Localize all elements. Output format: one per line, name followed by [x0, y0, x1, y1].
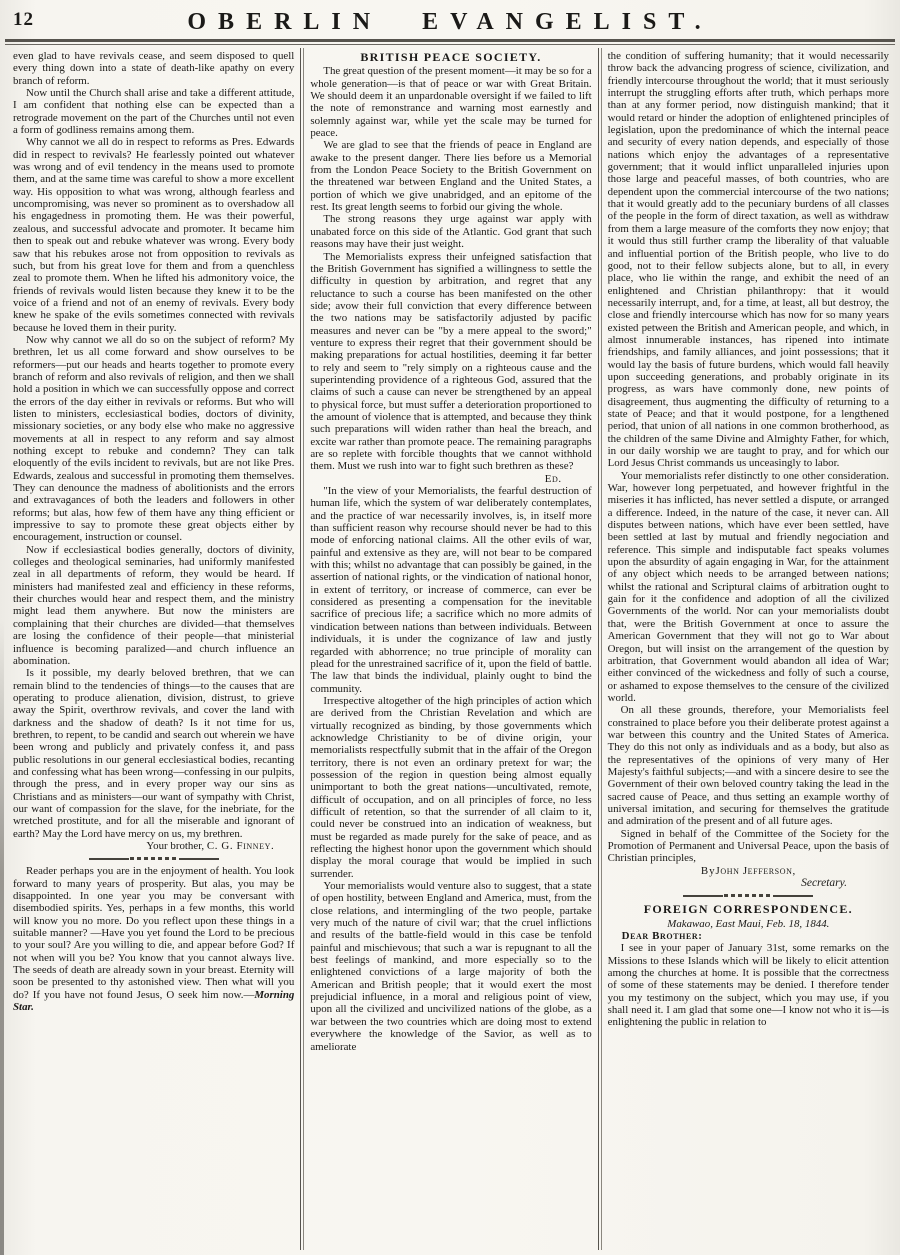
column-center [304, 48, 597, 1250]
paragraph [13, 865, 294, 1013]
article-heading: FOREIGN CORRESPONDENCE. [643, 902, 853, 917]
page-number: 12 [13, 9, 34, 30]
signature-intro: Your brother, [146, 840, 207, 852]
paragraph: Your memorialists refer distinctly to one other consideration. War, however long perpetuated, and however frightful in the miseries it has inflicted, has never settled a dispute, or arranged a difference. Indeed, in the nature of the case, it never can. All disputes between nations, which have ever been settled, have been settled at last by mutual and friendly negociation and reference. This simple and indisputable fact speaks volumes upon the absurdity of again engaging in War, for the attainment of any object which needs to be arranged between nations; whilst the rational and Scriptural claims of arbitration ought to gain for it the confidence and adoption of all the civilized Governments of the world. Nor can your memorialists doubt that, were the British Government at once to assure the American Government that they will not go to War about Oregon, but will insist on the arrangement of the question by arbitration, that Government would abandon all idea of War; either convinced of the wickedness and folly of such a course, or ashamed to expose themselves to the censure of the civilized world. [607, 469, 889, 704]
editor-initials: Ed. [544, 472, 562, 485]
divider-bar [89, 858, 129, 860]
divider-bar [683, 895, 723, 897]
paragraph: even glad to have revivals cease, and seem disposed to quell every thing down into a state of death-like apathy on every branch of reform. [13, 50, 295, 87]
salutation: Dear Brother: [621, 930, 703, 943]
divider-wave [130, 857, 178, 860]
paragraph: Now why cannot we all do so on the subject of reform? My brethren, let us all come forward and show ourselves to be reformers—put our heads and hearts together to promote every branch of reform and also revivals of religion, and then we shall hold a position in which we can successfully oppose and correct the errors of the day either in revivals or reforms. But who will listen to ministers, ecclesiastical bodies, doctors of divinity, missionary societies, or any body else who make no aggressive movements at all in respect to any reform and say almost nothing except to rebuke and condemn? They can talk eloquently of the evils incident to revivals, but are not like Pres. Edwards, zealous and successful in promoting them themselves. They can denounce the madness of abolitionists and the errors and extravagances of both the leaders and followers in other reforms; but alas, how few of them have any thing efficient or impressive to say to promote these great objects either by encouragement, instruction or counsel. [13, 333, 295, 544]
section-divider [608, 889, 889, 902]
divider-bar [773, 895, 813, 897]
signed-by-line [608, 865, 889, 877]
dateline: Makawao, East Maui, Feb. 18, 1844. [667, 917, 830, 930]
paragraph: Now if ecclesiastical bodies generally, doctors of divinity, colleges and theological seminaries, had uniformly manifested zeal in all departments of reform, they would be heard. If ministers had manifested zeal and efficiency in these reforms, their churches would hear and respect them, and the ministry might lead them anywhere. But now the ministers are complaining that their churches are divided—that themselves are losing the confidence of their people—that ministerial influence is becoming paralized—and church influence an abomination. [13, 543, 295, 667]
paragraph: The strong reasons they urge against war apply with unabated force on this side of the Atlantic. God grant that such reasons may have their just weight. [310, 213, 592, 251]
signature-line [13, 840, 294, 852]
column-left [7, 48, 300, 1250]
column-right [602, 48, 895, 1250]
paragraph: the condition of suffering humanity; that it would necessarily throw back the advancing progress of science, civilization, and friendly intercourse throughout the world; that it must seriously interrupt the struggling efforts after truth, which perhaps more than at any former period, now distinguish mankind; that it would retard or hinder the adoption of enlightened principles of legislation, upon the predominance of which the internal peace and security of every nation depends, and especially of those nations which enjoy the advantages of a representative government; that it would inflict unparalleled injuries upon those large and peaceful masses, of both countries, who are dependent upon the commercial intercourse of the two nations; that it would greatly add to the pecuniary burdens of all classes of the people in the form of direct taxation, as well as withdraw from them a large measure of the comforts they now enjoy; that it would thus still further cramp the liberality of that valuable and influential portion of the British people, who live to do good, not to their fellow subjects alone, but to all, in every place, who lie within the range, and exhibit the need of an enlightened and Christian philanthropy: that it would necessarily interrupt, and, for a time, at least, all but destroy, the close and friendly intercourse which has now for so many years existed petween the British and American people, and which, in almost innumerable instances, has ripened into intimate friendships, and family alliances, and joint possessions; that it would lay the basis of future burdens, which would fall heavily upon succeeding generations, and probably originate in its progress, as wars have commonly done, new points of disagreement, thus augmenting the difficulty of returning to a state of Peace; and that it would postpone, for a lengthened period, that union of all nations in one common brotherhood, as the children of the same Divine and Almighty Father, for which, in our daily worship we are taught to pray, and for which our Lord Jesus Christ commands us unceasingly to labor. [607, 50, 889, 470]
paragraph: The great question of the present moment—it may be so for a whole generation—is that of peace or war with Great Britain. We should deem it an unpardonable oversight if we failed to lift the note of remonstrance and warning most earnestly and solemnly against war, while yet the scale may be turned for peace. [310, 65, 592, 140]
paragraph: The Memorialists express their unfeigned satisfaction that the British Government has signified a willingness to settle the difficulty in question by arbitration, and regret that any reluctance to such a course has been manifested on the other side; avow their full conviction that every difference between the two nations may be satisfactorily adjusted by pacific measures and never can be "by a mere appeal to the sword;" venture to express their regret that their government should be making preparations for actual hostilities, deeming it far better to rely and seem to "rely simply on a righteous cause and the superintending providence of a righteous God, assured that the claims of such a cause can never be strengthened by an appeal to physical force, but must suffer a deterioration proportioned to the amount of violence that is attempted, and because they think such preparations will widen rather than heal the breach, and excite war rather than promote peace. The remaining paragraphs are so replete with forcible thoughts that we cannot withhold them. Must we rush into war to fight such brethren as these? [310, 250, 592, 473]
reader-exhortation: Reader perhaps you are in the enjoyment of health. You look forward to many years of prosperity. But alas, you may be disappointed. In one year you may be conversant with disembodied spirits. Yes, perhaps in a few months, this world will know you no more. Do you reflect upon these things in a suitable manner? —Have you yet found the Lord to be precious to your soul? Are you willing to die, and appear before God? If not when will you be? You know that you cannot always live. The seeds of death are already sown in your breast. Eternity will soon be presented to thy astonished view. Then what will you do? If you have not found Jesus, O seek him now.— [13, 865, 295, 1001]
paragraph: Now until the Church shall arise and take a different attitude, I am confident that nothing else can be expected than a retrograde movement on the part of the Churches until not even a form of godliness remains among them. [13, 87, 295, 137]
signature-name: C. G. Finney. [206, 840, 275, 852]
paragraph: Why cannot we all do in respect to reforms as Pres. Edwards did in respect to revivals? He fearlessly pointed out whatever was wrong and of evil tendency in the means used to promote them, and at the same time was careful to show a more excellent way. His opposition to what was wrong, although fearless and uncompromising, was never so prominent as to overshadow all his engagedness in promoting them. He was their powerful, zealous, and successful advocate and promoter. It became him then to speak out and rebuke whatever was wrong. Every body saw that his rebukes arose not from opposition to revivals as such, but from his great love for them and from a quenchless zeal to promote them. When he lifted his admonitory voice, the friends of revivals would listen because they knew it to be the voice of a friend and not of an enemy of revivals. Every body knew he spake of the evils sometimes connected with revivals because he loved them in their purity. [13, 136, 295, 334]
paragraph: I see in your paper of January 31st, some remarks on the Missions to these Islands which will be likely to elicit attention among the churches at home. It is possible that the correctness of some of these statements may be denied. I therefore tender you my testimony on the subject, which you may use, if you shall need it. I am glad that some one—I know not who it is—is enlightening the public in relation to [607, 942, 889, 1029]
column-layout [0, 45, 900, 1250]
article-heading: BRITISH PEACE SOCIETY. [360, 50, 542, 64]
paragraph: "In the view of your Memorialists, the fearful destruction of human life, which the system of war deliberately contemplates, and the practice of war necessarily involves, is, in itself more than sufficient reason why recourse should never be had to this mode of enforcing national claims. All the other evils of war, painful and extensive as they are, will not bear to be compared with this; whilst no advantage that can possibly be gained, in the assertion of national rights, or the vindication of national honor, in extent of territory, or increase of commerce, can ever be considered as presenting a compensation for the inevitable sacrifice of precious life; a sacrifice which no more admits of vindication between nations than between individuals. Between individuals, it is under the cognizance of law and justly regarded with abhorrence; no true principle of morality can plead for the unrestrained sacrifice of it, upon the field of battle. The law that binds the individual, plainly ought to bind the community. [310, 485, 592, 695]
paragraph: Signed in behalf of the Committee of the Society for the Promotion of Permanent and Universal Peace, upon the basis of Christian principles, [607, 827, 889, 865]
masthead [0, 0, 900, 38]
paragraph: We are glad to see that the friends of peace in England are awake to the present danger. There lies before us a Memorial from the London Peace Society to the British Government on the threatened war between England and the United States, a portion of which we give unabridged, and an epitome of the rest. Its great length seems to forbid our giving the whole. [310, 139, 592, 214]
divider-wave [724, 894, 772, 897]
section-divider [13, 852, 294, 865]
paragraph: Irrespective altogether of the high principles of action which are derived from the Christian Revelation and which are virtually recognized as binding, by those governments which acknowledge Christianity to be of divine origin, your memorialists respectfully submit that in the affair of the Oregon territory, there is not even an ordinary pretext for war; the possession of the region in question being almost equally unimportant to both the great nations—uncultivated, remote, difficult of occupation, and on all principles of force, no less difficult of retention, so that the surrender of all claim to it, could never be construed into an indication of weakness, but must be regarded as made purely for the sake of peace, and as reflecting the highest honor upon the government which should display the moral courage that would be implied in such surrender. [310, 694, 592, 880]
by-label: By [700, 864, 716, 877]
signer-name: John Jefferson, [715, 864, 796, 877]
secretary-title: Secretary. [801, 877, 847, 890]
paragraph: Is it possible, my dearly beloved brethren, that we can remain blind to the tendencies of things—to the causes that are operating to produce alienation, division, distrust, to grieve away the Spirit, overthrow revivals, and cover the land with darkness and the shadow of death? Is it not time for us, brethren, to repent, to be candid and search out wherein we have been wrong and publicly and privately confess it, and pass public resolutions in our general ecclesiastical bodies, recanting and confessing what has been wrong—confessing in our pulpits, through the press, and in every proper way our sins as Christians and as ministers—our want of sympathy with Christ, our want of compassion for the slave, for the inebriate, for the wretched prostitute, and for all the miserable and ignorant of earth? May the Lord have mercy on us, my brethren. [13, 667, 295, 840]
page-title: OBERLIN EVANGELIST. [187, 9, 713, 35]
paragraph: Your memorialists would venture also to suggest, that a state of open hostility, between England and America, must, from the close relations, and intermingling of the two people, partake very much of the nature of civil war; that the cruel inflictions and results of the battle-field would in this case be tenfold painful and mischievous; that such a war is repugnant to all the best feelings of mankind, and more especially so to the enlightened convictions of a large majority of both the American and British people; that it would exert the most prejudicial influence, in a moral and religious point of view, upon all the civilized and uncivilized nations of the globe, as a war between the two countries which are doing most to extend everywhere the knowledge of the Savior, as well as to ameliorate [310, 880, 592, 1053]
source-attribution: Morning Star. [13, 988, 295, 1014]
divider-bar [179, 858, 219, 860]
paragraph: On all these grounds, therefore, your Memorialists feel constrained to place before you their deliberate protest against a war between this country and the United States of America. They do this not only as individuals and as a body, but also as the representatives of the opinions of very many of Her Majesty's faithful subjects;—and with a sincere desire to see the Government of their own beloved country taking the lead in the sacred cause of Peace, and thus setting an example worthy of universal imitation, and securing for themselves the gratitude and admiration of the present and of all future ages. [607, 704, 889, 828]
